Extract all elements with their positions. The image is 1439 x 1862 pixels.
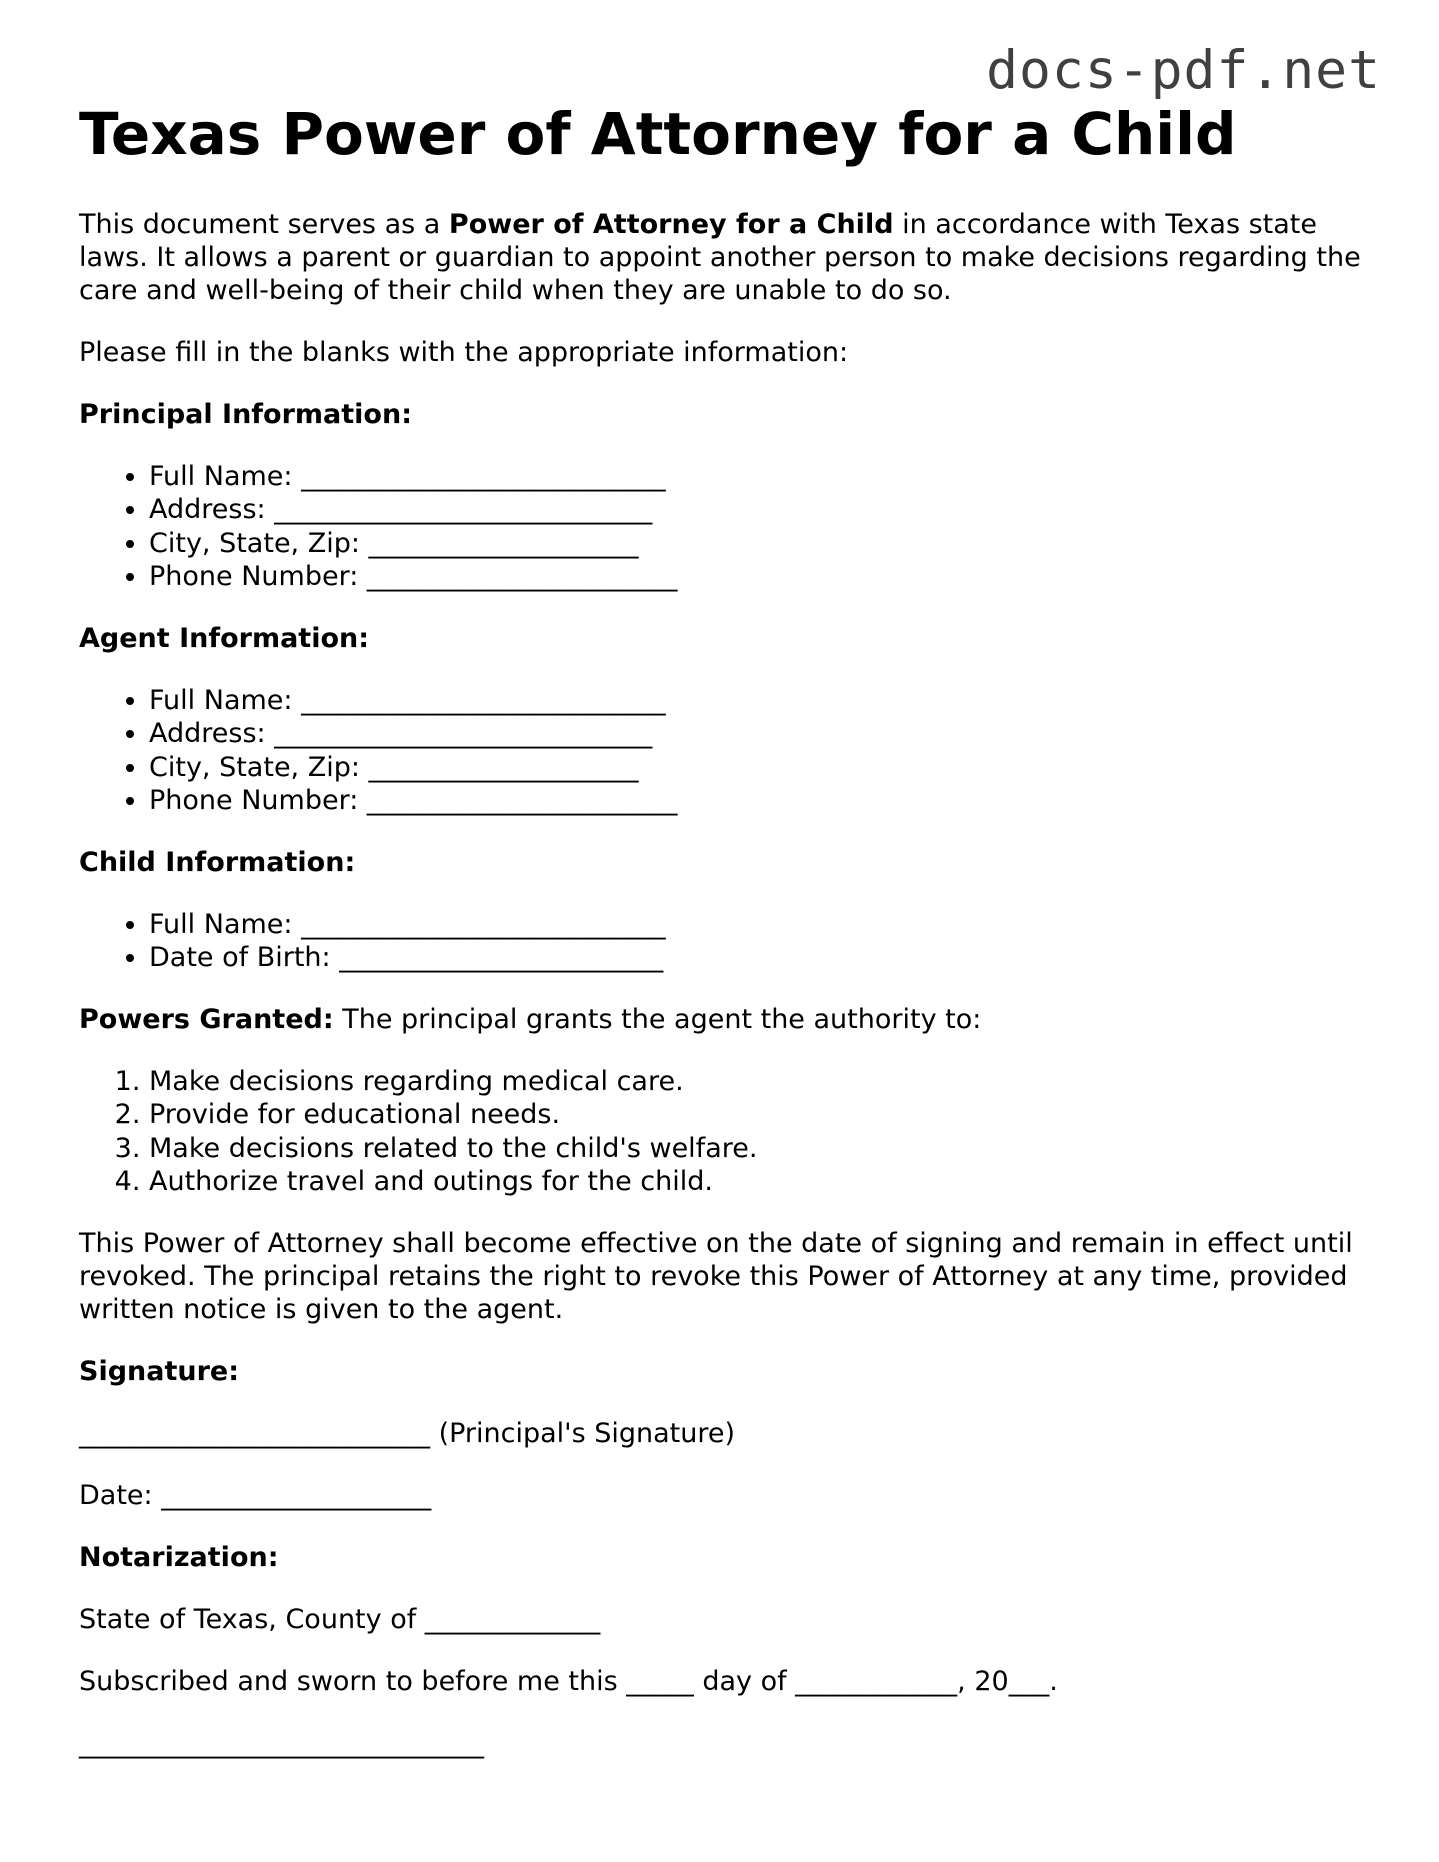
intro-paragraph: [79, 208, 1369, 307]
child-full-name-field: • Full Name: ___________________________: [149, 908, 1369, 942]
watermark: docs-pdf.net: [986, 40, 1381, 101]
signature-date-line: Date: ____________________: [79, 1479, 432, 1511]
principal-heading: Principal Information:: [79, 398, 413, 430]
intro-text-after: in accordance with Texas state laws. It allows a parent or guardian to appoint another person to make decisions regarding the care and well-being of their child when they are unable to do so.: [79, 208, 1361, 306]
powers-heading: Powers Granted:: [79, 1003, 334, 1035]
principal-signature-line: __________________________ (Principal's Signature): [79, 1417, 736, 1449]
effective-paragraph: This Power of Attorney shall become effective on the date of signing and remain in effect until revoked. The principal retains the right to revoke this Power of Attorney at any time, provided written notice is given to the agent.: [79, 1227, 1353, 1325]
notary-county-line: State of Texas, County of _____________: [79, 1603, 601, 1635]
power-item-education: 2. Provide for educational needs.: [149, 1098, 1369, 1132]
principal-list: [79, 460, 1369, 594]
notary-sworn-line: Subscribed and sworn to before me this _____ day of ____________, 20___.: [79, 1665, 1058, 1697]
agent-phone-field: • Phone Number: _______________________: [149, 784, 1369, 818]
power-item-travel: 4. Authorize travel and outings for the child.: [149, 1165, 1369, 1199]
instructions-text: Please fill in the blanks with the appropriate information:: [79, 336, 849, 368]
child-list: [79, 908, 1369, 975]
intro-text-bold: Power of Attorney for a Child: [448, 208, 894, 240]
principal-full-name-field: • Full Name: ___________________________: [149, 460, 1369, 494]
principal-phone-field: • Phone Number: _______________________: [149, 560, 1369, 594]
document-title: Texas Power of Attorney for a Child: [79, 100, 1237, 168]
intro-text-before: This document serves as a: [79, 208, 449, 240]
signature-heading: Signature:: [79, 1355, 240, 1387]
powers-text: The principal grants the agent the authority to:: [333, 1003, 982, 1035]
document-page: [79, 100, 1369, 1789]
agent-city-state-zip-field: • City, State, Zip: ____________________: [149, 751, 1369, 785]
agent-heading: Agent Information:: [79, 622, 370, 654]
power-item-medical: 1. Make decisions regarding medical care.: [149, 1065, 1369, 1099]
child-dob-field: • Date of Birth: ________________________: [149, 941, 1369, 975]
power-item-welfare: 3. Make decisions related to the child's welfare.: [149, 1132, 1369, 1166]
agent-list: [79, 684, 1369, 818]
agent-address-field: • Address: ____________________________: [149, 717, 1369, 751]
notarization-heading: Notarization:: [79, 1541, 279, 1573]
notary-signature-line: ______________________________: [79, 1727, 484, 1759]
principal-city-state-zip-field: • City, State, Zip: ____________________: [149, 527, 1369, 561]
powers-paragraph: [79, 1003, 1369, 1036]
agent-full-name-field: • Full Name: ___________________________: [149, 684, 1369, 718]
child-heading: Child Information:: [79, 846, 356, 878]
principal-address-field: • Address: ____________________________: [149, 493, 1369, 527]
powers-list: [79, 1065, 1369, 1199]
